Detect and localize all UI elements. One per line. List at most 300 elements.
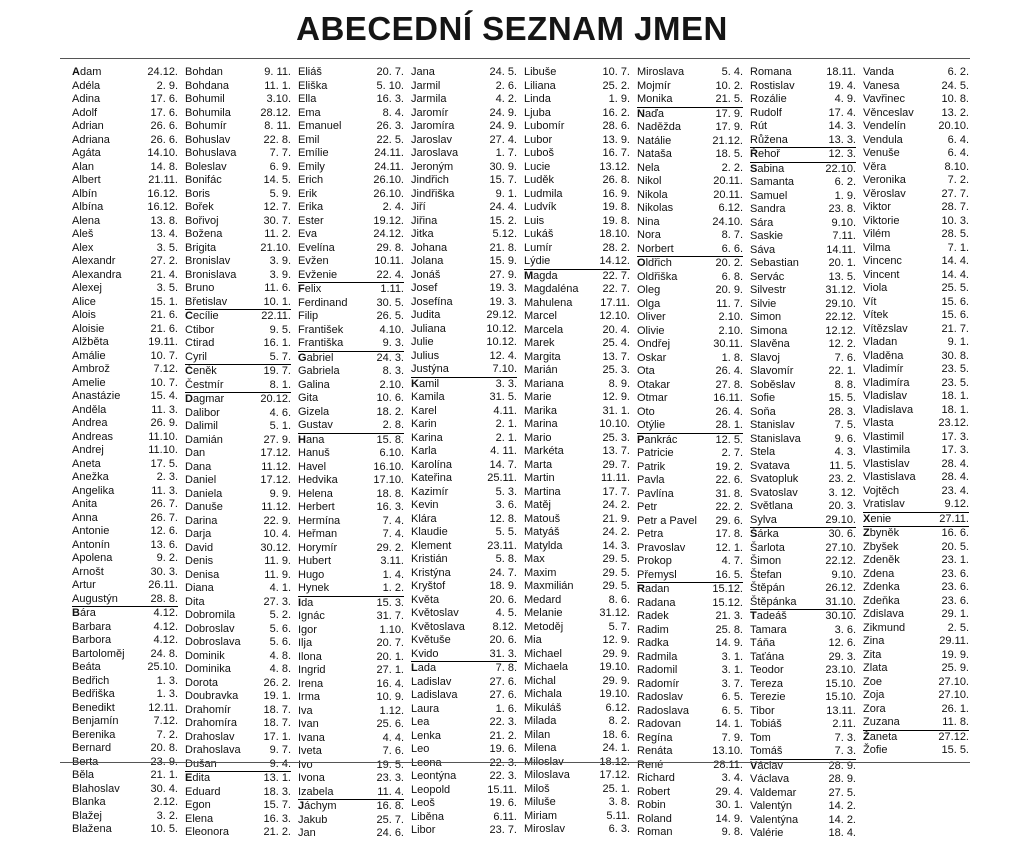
name-label: Božena [185, 228, 223, 240]
name-day-date: 7.12. [153, 363, 178, 375]
name-label: Nataša [637, 148, 672, 160]
name-label: Iva [298, 704, 313, 717]
name-label: Libuše [524, 66, 557, 78]
name-entry [750, 80, 856, 94]
name-entry [637, 311, 743, 325]
name-day-date: 7. 2. [156, 728, 178, 741]
name-day-date: 7. 9. [721, 731, 743, 744]
name-label: Darina [185, 514, 218, 527]
name-day-date: 1.11. [380, 283, 404, 295]
name-label: Viktorie [863, 214, 900, 227]
name-day-date: 2. 1. [495, 431, 517, 444]
name-entry [185, 704, 291, 718]
name-entry [298, 745, 404, 759]
name-day-date: 14. 4. [941, 255, 969, 267]
name-label: Juliana [411, 322, 446, 335]
name-label: Nikol [637, 175, 662, 187]
name-label: Marina [524, 418, 558, 430]
name-day-date: 23. 6. [941, 581, 969, 593]
name-label: Naděžda [637, 121, 682, 133]
name-label: Otmar [637, 392, 668, 404]
name-entry [637, 610, 743, 624]
name-day-date: 27. 9. [263, 433, 291, 446]
name-label: Venuše [863, 147, 900, 159]
name-day-date: 21. 2. [263, 826, 291, 838]
name-entry [185, 174, 291, 188]
name-entry [411, 607, 517, 621]
name-day-date: 3. 4. [721, 772, 743, 784]
name-day-date: 8. 11. [264, 120, 291, 132]
name-entry [72, 796, 178, 810]
name-day-date: 13. 6. [150, 538, 178, 551]
name-day-date: 7. 8. [495, 662, 517, 674]
name-label: Zoe [863, 675, 882, 688]
name-label: Jarmila [411, 93, 447, 105]
name-day-date: 1. 8. [721, 351, 743, 364]
name-day-date: 17.12. [260, 474, 291, 486]
name-entry [72, 80, 178, 94]
name-entry [72, 661, 178, 675]
name-day-date: 28. 1. [715, 419, 743, 431]
name-entry [298, 188, 404, 202]
name-day-date: 26. 8. [602, 174, 630, 186]
name-day-date: 11. 3. [151, 484, 178, 497]
name-day-date: 8. 3. [382, 365, 404, 377]
name-entry [750, 325, 856, 339]
name-day-date: 10. 4. [263, 528, 291, 540]
name-label: Max [524, 553, 545, 565]
name-label: Vavřinec [863, 93, 905, 105]
name-label: Sylva [750, 513, 777, 526]
name-day-date: 7. 4. [382, 514, 404, 527]
name-label: Dobromila [185, 609, 236, 621]
name-label: Gizela [298, 405, 330, 418]
name-label: Oleg [637, 284, 661, 296]
name-day-date: 4. 11. [490, 445, 517, 457]
name-day-date: 30. 8. [941, 349, 969, 362]
name-label: Daniel [185, 474, 217, 486]
name-label: Zbyšek [863, 540, 899, 553]
name-day-date: 16. 4. [376, 677, 404, 690]
name-day-date: 15. 1. [150, 295, 178, 308]
name-entry [411, 472, 517, 486]
name-entry [863, 161, 969, 175]
name-label: Ema [298, 106, 321, 119]
name-label: Terezie [750, 691, 786, 703]
name-day-date: 29. 4. [715, 785, 743, 798]
name-entry [637, 352, 743, 366]
name-entry [298, 434, 404, 448]
name-entry [298, 488, 404, 502]
name-label: Ota [637, 365, 655, 377]
name-entry [524, 270, 630, 284]
name-entry [411, 486, 517, 500]
name-label: Leoš [411, 797, 435, 809]
name-label: Alžběta [72, 336, 109, 348]
name-label: Robert [637, 785, 671, 798]
name-day-date: 7. 1. [947, 241, 969, 254]
name-entry [524, 324, 630, 338]
name-label: Luděk [524, 174, 554, 186]
name-day-date: 19. 3. [489, 282, 517, 294]
name-entry [72, 715, 178, 729]
name-entry [72, 458, 178, 472]
name-entry [185, 107, 291, 121]
name-label: Vlasta [863, 417, 894, 429]
name-label: Milada [524, 715, 557, 727]
name-day-date: 2. 5. [947, 621, 969, 634]
name-label: Radan [637, 583, 670, 595]
name-day-date: 2. 2. [721, 161, 743, 174]
name-day-date: 15. 7. [263, 799, 291, 811]
name-day-date: 28. 4. [941, 471, 969, 483]
name-day-date: 1.10. [379, 623, 404, 636]
name-label: Radovan [637, 718, 682, 730]
name-label: Františka [298, 337, 344, 349]
name-label: Sára [750, 216, 774, 229]
name-label: Evžen [298, 255, 329, 267]
name-day-date: 27.12. [938, 730, 969, 743]
name-entry [411, 296, 517, 310]
name-entry [863, 471, 969, 485]
name-entry [637, 732, 743, 746]
name-day-date: 3.10. [266, 93, 291, 105]
name-label: Radana [637, 596, 676, 609]
name-entry [863, 513, 969, 528]
name-day-date: 18.10. [599, 228, 630, 240]
name-entry [637, 243, 743, 258]
name-label: Jan [298, 827, 316, 839]
name-day-date: 11.10. [148, 444, 178, 456]
name-label: Radim [637, 623, 669, 636]
name-day-date: 11. 8. [942, 716, 969, 728]
name-entry [750, 528, 856, 542]
name-label: Karolína [411, 458, 452, 471]
name-entry [750, 718, 856, 732]
name-entry [72, 309, 178, 323]
name-day-date: 21. 2. [489, 729, 517, 742]
name-entry [637, 569, 743, 584]
name-day-date: 2. 4. [382, 201, 404, 213]
name-day-date: 31.10. [825, 595, 856, 608]
name-entry [863, 269, 969, 283]
name-day-date: 25. 9. [941, 662, 969, 674]
name-entry [298, 610, 404, 624]
name-entry [411, 676, 517, 690]
name-entry [524, 661, 630, 675]
name-day-date: 1. 3. [156, 674, 178, 687]
name-day-date: 4. 3. [834, 446, 856, 458]
name-entry [411, 730, 517, 744]
name-label: Robin [637, 799, 666, 811]
name-entry [524, 796, 630, 810]
name-entry [750, 134, 856, 149]
name-label: Klaudie [411, 526, 448, 538]
name-label: Oldřich [637, 257, 672, 269]
name-day-date: 15.12. [712, 596, 743, 609]
name-label: Valérie [750, 827, 784, 839]
name-label: Irma [298, 691, 320, 703]
name-label: Karel [411, 404, 437, 417]
name-label: Linda [524, 93, 551, 105]
name-entry [411, 703, 517, 717]
name-day-date: 3.11. [380, 555, 404, 567]
name-label: Dominik [185, 649, 225, 662]
name-entry [411, 662, 517, 676]
name-label: Herbert [298, 501, 335, 513]
name-day-date: 15.10. [825, 677, 856, 690]
name-day-date: 29.12. [486, 309, 517, 321]
name-label: Jiřina [411, 214, 438, 227]
name-label: Michala [524, 688, 562, 700]
name-entry [411, 66, 517, 80]
name-entry [185, 324, 291, 338]
name-label: Blanka [72, 796, 106, 808]
name-entry [863, 363, 969, 377]
name-label: Michael [524, 647, 562, 660]
name-entry [411, 309, 517, 323]
name-day-date: 29. 5. [602, 580, 630, 592]
name-entry [524, 255, 630, 270]
name-label: Beáta [72, 661, 101, 673]
name-day-date: 11. 9. [264, 568, 291, 581]
name-day-date: 16. 3. [376, 501, 404, 513]
name-entry [863, 703, 969, 717]
name-label: Liliana [524, 79, 556, 92]
name-day-date: 3. 6. [495, 499, 517, 511]
name-day-date: 11. 7. [716, 297, 743, 310]
name-day-date: 7. 3. [834, 745, 856, 757]
name-day-date: 22. 7. [602, 283, 630, 295]
name-label: Damián [185, 433, 223, 446]
name-entry [411, 215, 517, 229]
name-entry [185, 447, 291, 461]
name-day-date: 14. 5. [263, 174, 291, 186]
name-entry [637, 338, 743, 352]
name-label: Markéta [524, 445, 564, 457]
name-day-date: 26. 6. [150, 120, 178, 132]
name-day-date: 7.11. [832, 230, 856, 242]
name-label: Radka [637, 637, 669, 649]
name-entry [863, 282, 969, 296]
name-day-date: 15. 2. [489, 214, 517, 227]
name-label: Ferdinand [298, 296, 348, 309]
name-label: Ilona [298, 650, 322, 663]
name-day-date: 2.11. [832, 718, 856, 730]
name-label: Gabriela [298, 365, 340, 377]
name-entry [637, 501, 743, 515]
name-day-date: 12. 5. [715, 433, 743, 446]
name-day-date: 19. 1. [263, 690, 291, 702]
name-label: Svatoslav [750, 486, 798, 499]
name-entry [185, 663, 291, 677]
name-label: Rudolf [750, 106, 782, 119]
name-day-date: 11. 1. [264, 79, 291, 92]
name-entry [298, 297, 404, 311]
name-day-date: 20.11. [713, 188, 743, 201]
name-day-date: 12. 7. [263, 201, 291, 213]
name-entry [185, 201, 291, 215]
name-entry [185, 515, 291, 529]
name-day-date: 26. 9. [150, 417, 178, 429]
name-day-date: 6.11. [493, 810, 517, 823]
name-day-date: 14. 2. [828, 813, 856, 826]
name-entry [72, 120, 178, 134]
name-day-date: 26. 5. [376, 310, 404, 322]
name-day-date: 10. 7. [150, 349, 178, 362]
name-entry [298, 352, 404, 366]
name-label: Miroslava [637, 66, 685, 78]
name-day-date: 19.12. [373, 214, 404, 227]
name-label: Dagmar [185, 393, 225, 405]
name-label: Eduard [185, 785, 221, 798]
name-day-date: 16. 5. [715, 568, 743, 581]
name-entry [863, 595, 969, 609]
name-day-date: 23.11. [487, 539, 517, 552]
name-day-date: 16. 8. [376, 800, 404, 812]
name-day-date: 8. 9. [608, 377, 630, 390]
name-label: Přemysl [637, 568, 677, 581]
name-entry [863, 581, 969, 595]
name-label: Cyril [185, 350, 207, 363]
name-label: Bronislav [185, 255, 231, 267]
name-label: Ctirad [185, 337, 215, 349]
name-entry [524, 405, 630, 419]
name-label: Michal [524, 674, 556, 687]
name-entry [637, 597, 743, 611]
name-entry [411, 405, 517, 419]
name-entry [185, 582, 291, 596]
name-entry [185, 555, 291, 569]
name-day-date: 24. 7. [489, 566, 517, 579]
name-day-date: 29. 1. [941, 608, 969, 620]
name-day-date: 20. 8. [150, 742, 178, 754]
name-entry [185, 337, 291, 351]
name-label: Mia [524, 634, 542, 646]
name-label: Bartoloměj [72, 647, 125, 660]
name-entry [750, 814, 856, 828]
name-entry [298, 310, 404, 324]
name-day-date: 19. 3. [489, 295, 517, 308]
name-day-date: 2. 8. [382, 419, 404, 431]
name-entry [863, 716, 969, 731]
name-entry [750, 487, 856, 501]
name-day-date: 9. 3. [382, 337, 404, 349]
name-day-date: 5. 2. [269, 609, 291, 621]
name-entry [863, 296, 969, 310]
name-day-date: 17.11. [600, 296, 630, 309]
name-day-date: 26. 4. [715, 405, 743, 418]
name-entry [411, 188, 517, 202]
name-day-date: 26. 2. [263, 676, 291, 689]
name-label: Metoděj [524, 620, 564, 633]
name-entry [298, 800, 404, 814]
name-entry [72, 269, 178, 283]
name-label: Matěj [524, 499, 551, 511]
name-label: Evelína [298, 241, 335, 254]
name-label: Radomír [637, 677, 680, 690]
name-label: Žaneta [863, 730, 898, 743]
name-day-date: 6.10. [379, 447, 404, 459]
name-label: Lenka [411, 729, 441, 742]
name-entry [298, 365, 404, 379]
name-entry [298, 215, 404, 229]
name-label: Pankrác [637, 433, 678, 446]
name-entry [72, 296, 178, 310]
name-label: Miluše [524, 796, 556, 808]
name-day-date: 7. 2. [947, 174, 969, 186]
name-day-date: 13.10. [712, 745, 743, 757]
name-label: Apolena [72, 552, 113, 564]
name-day-date: 23. 5. [941, 363, 969, 375]
name-entry [863, 689, 969, 703]
name-day-date: 9. 1. [947, 336, 969, 348]
name-day-date: 27.11. [939, 512, 969, 525]
name-day-date: 17. 6. [150, 93, 178, 105]
name-entry [185, 542, 291, 556]
name-day-date: 5. 4. [721, 66, 743, 78]
name-entry [524, 134, 630, 148]
name-day-date: 4. 5. [495, 607, 517, 619]
name-entry [72, 742, 178, 756]
name-label: Justýna [411, 363, 449, 375]
name-label: Bedřiška [72, 688, 115, 700]
name-entry [637, 434, 743, 448]
name-day-date: 11.11. [601, 472, 630, 484]
name-day-date: 28. 3. [828, 405, 856, 418]
name-entry [637, 162, 743, 176]
name-label: Hynek [298, 582, 330, 594]
name-label: Nikolas [637, 202, 674, 214]
name-label: Daniela [185, 487, 223, 500]
name-day-date: 17.12. [260, 447, 291, 459]
name-day-date: 20.11. [713, 175, 743, 187]
name-entry [524, 472, 630, 486]
name-day-date: 21. 7. [941, 322, 969, 335]
name-day-date: 13. 9. [602, 133, 630, 146]
name-label: Bořivoj [185, 214, 219, 227]
name-entry [185, 351, 291, 366]
name-entry [637, 175, 743, 189]
name-day-date: 14.12. [599, 255, 630, 267]
name-label: Simona [750, 324, 788, 337]
name-label: Aneta [72, 457, 101, 470]
name-day-date: 24. 2. [602, 526, 630, 538]
name-day-date: 17. 9. [715, 121, 743, 133]
name-label: Maxmilián [524, 580, 574, 592]
name-label: Tibor [750, 704, 775, 717]
name-label: Amelie [72, 376, 106, 389]
name-entry [185, 461, 291, 475]
name-label: Samanta [750, 176, 795, 188]
name-label: Galina [298, 378, 330, 391]
name-day-date: 27. 6. [489, 675, 517, 688]
name-entry [524, 688, 630, 702]
name-label: Tom [750, 731, 771, 744]
name-entry [750, 190, 856, 204]
name-entry [750, 176, 856, 190]
name-entry [637, 772, 743, 786]
name-label: Žofie [863, 744, 888, 756]
name-day-date: 18. 3. [263, 785, 291, 798]
name-label: Ladislava [411, 689, 458, 701]
name-entry [72, 498, 178, 512]
name-label: Danuše [185, 501, 223, 513]
name-entry [637, 624, 743, 638]
name-entry [524, 120, 630, 134]
name-entry [863, 255, 969, 269]
name-day-date: 22. 3. [489, 756, 517, 769]
